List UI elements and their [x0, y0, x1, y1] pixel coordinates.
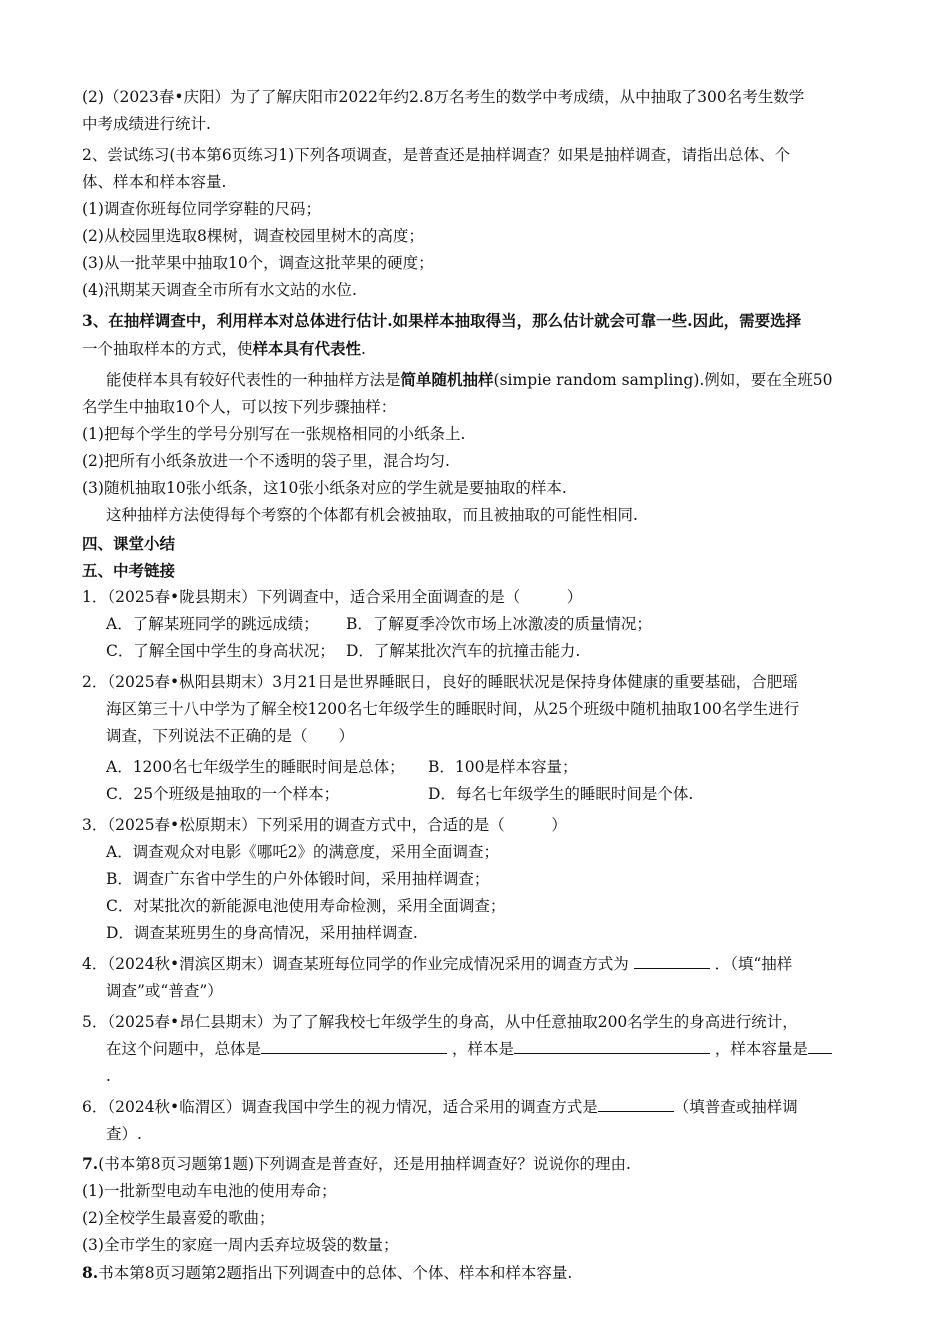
options-row — [82, 611, 872, 638]
answer-blank[interactable] — [634, 954, 710, 969]
list-item: (1)把每个学生的学号分别写在一张规格相同的小纸条上. — [82, 425, 466, 443]
text-line: (2)（2023春•庆阳）为了了解庆阳市2022年约2.8万名考生的数学中考成绩，从中抽取了300名考生数学 — [82, 88, 805, 106]
text-line: 在这个问题中，总体是 ，样本是 ，样本容量是 — [82, 1036, 872, 1063]
question-3: 3．（2025春•松原期末）下列采用的调查方式中，合适的是（ ） — [82, 816, 567, 834]
text-line: . — [106, 1067, 111, 1085]
question-2: 2．（2025春•枞阳县期末）3月21日是世界睡眠日，良好的睡眠状况是保持身体健康的重要基础，合肥瑶 — [82, 673, 798, 691]
emphasis-text: 简单随机抽样 — [400, 370, 494, 389]
section-heading: 四、课堂小结 — [82, 534, 176, 553]
option-b: B．了解夏季冷饮市场上冰激凌的质量情况； — [346, 615, 652, 633]
option-c: C．25个班级是抽取的一个样本； — [106, 785, 340, 803]
answer-blank-sample-size[interactable] — [808, 1039, 832, 1054]
list-item: (2)从校园里选取8棵树，调查校园里树木的高度； — [82, 227, 424, 245]
question-5: 5．（2025春•昂仁县期末）为了了解我校七年级学生的身高，从中任意抽取200名学生的身高进行统计， — [82, 1013, 798, 1031]
option-d: D．调查某班男生的身高情况，采用抽样调查. — [106, 924, 418, 942]
list-item: (2)把所有小纸条放进一个不透明的袋子里，混合均匀. — [82, 452, 450, 470]
text-line: 名学生中抽取10个人，可以按下列步骤抽样： — [82, 398, 397, 416]
option-c: C．了解全国中学生的身高状况； — [106, 642, 335, 660]
list-item: (3)全市学生的家庭一周内丢弃垃圾袋的数量； — [82, 1236, 399, 1254]
text-line: 中考成绩进行统计. — [82, 115, 211, 133]
text-line — [82, 366, 872, 394]
answer-blank-population[interactable] — [261, 1039, 447, 1054]
option-b: B．调查广东省中学生的户外体锻时间，采用抽样调查； — [106, 870, 490, 888]
option-b: B．100是样本容量； — [428, 758, 578, 776]
paragraph-text: 3、在抽样调查中，利用样本对总体进行估计.如果样本抽取得当，那么估计就会可靠一些.因此，需要选择 — [82, 311, 802, 330]
text-line: 体、样本和样本容量. — [82, 173, 227, 191]
answer-blank-sample[interactable] — [514, 1039, 710, 1054]
paragraph-text: (simpie random sampling).例如，要在全班50 — [493, 371, 833, 389]
text-line: 查）. — [106, 1125, 142, 1143]
question-4: 4．（2024秋•渭滨区期末）调查某班每位同学的作业完成情况采用的调查方式为 ．（填“抽样 — [82, 955, 793, 973]
question-7: 7.(书本第8页习题第1题)下列调查是普查好，还是用抽样调查好？说说你的理由. — [82, 1154, 631, 1173]
option-a: A．了解某班同学的跳远成绩； — [106, 615, 319, 633]
list-item: (3)从一批苹果中抽取10个，调查这批苹果的硬度； — [82, 254, 434, 272]
paragraph-text: 能使样本具有较好代表性的一种抽样方法是 — [106, 371, 401, 389]
question-6: 6．（2024秋•临渭区）调查我国中学生的视力情况，适合采用的调查方式是 （填普查或抽样调 — [82, 1098, 798, 1116]
section-heading: 五、中考链接 — [82, 561, 176, 580]
text-line: 调查，下列说法不正确的是（ ） — [106, 727, 355, 745]
text-line: 海区第三十八中学为了解全校1200名七年级学生的睡眠时间，从25个班级中随机抽取100名学生进行 — [106, 700, 800, 718]
options-row — [82, 638, 872, 665]
question-8: 8.书本第8页习题第2题指出下列调查中的总体、个体、样本和样本容量. — [82, 1263, 573, 1282]
text-line: 这种抽样方法使得每个考察的个体都有机会被抽取，而且被抽取的可能性相同. — [106, 506, 638, 524]
list-item: (1)调查你班每位同学穿鞋的尺码； — [82, 200, 321, 218]
option-c: C．对某批次的新能源电池使用寿命检测，采用全面调查； — [106, 897, 506, 915]
options-row — [82, 781, 872, 808]
question-1: 1．（2025春•陇县期末）下列调查中，适合采用全面调查的是（ ） — [82, 588, 583, 606]
option-a: A．1200名七年级学生的睡眠时间是总体； — [106, 758, 405, 776]
option-d: D．了解某批次汽车的抗撞击能力. — [346, 642, 581, 660]
option-a: A．调查观众对电影《哪吒2》的满意度，采用全面调查； — [106, 843, 500, 861]
text-line: 一个抽取样本的方式，使样本具有代表性. — [82, 339, 366, 358]
list-item: (1)一批新型电动车电池的使用寿命； — [82, 1182, 337, 1200]
options-row — [82, 754, 872, 781]
text-line: 调查”或“普查”） — [106, 982, 223, 1000]
list-item: (4)汛期某天调查全市所有水文站的水位. — [82, 281, 357, 299]
text-line: 2、尝试练习(书本第6页练习1)下列各项调查，是普查还是抽样调查？如果是抽样调查，请指出总体、个 — [82, 146, 791, 164]
list-item: (3)随机抽取10张小纸条，这10张小纸条对应的学生就是要抽取的样本. — [82, 479, 567, 497]
text-line — [82, 307, 872, 335]
worksheet-page — [82, 84, 872, 1287]
answer-blank[interactable] — [598, 1097, 674, 1112]
emphasis-text: 样本具有代表性 — [252, 339, 362, 358]
list-item: (2)全校学生最喜爱的歌曲； — [82, 1209, 275, 1227]
option-d: D．每名七年级学生的睡眠时间是个体. — [428, 785, 694, 803]
paragraph-text: 一个抽取样本的方式，使 — [82, 340, 253, 358]
